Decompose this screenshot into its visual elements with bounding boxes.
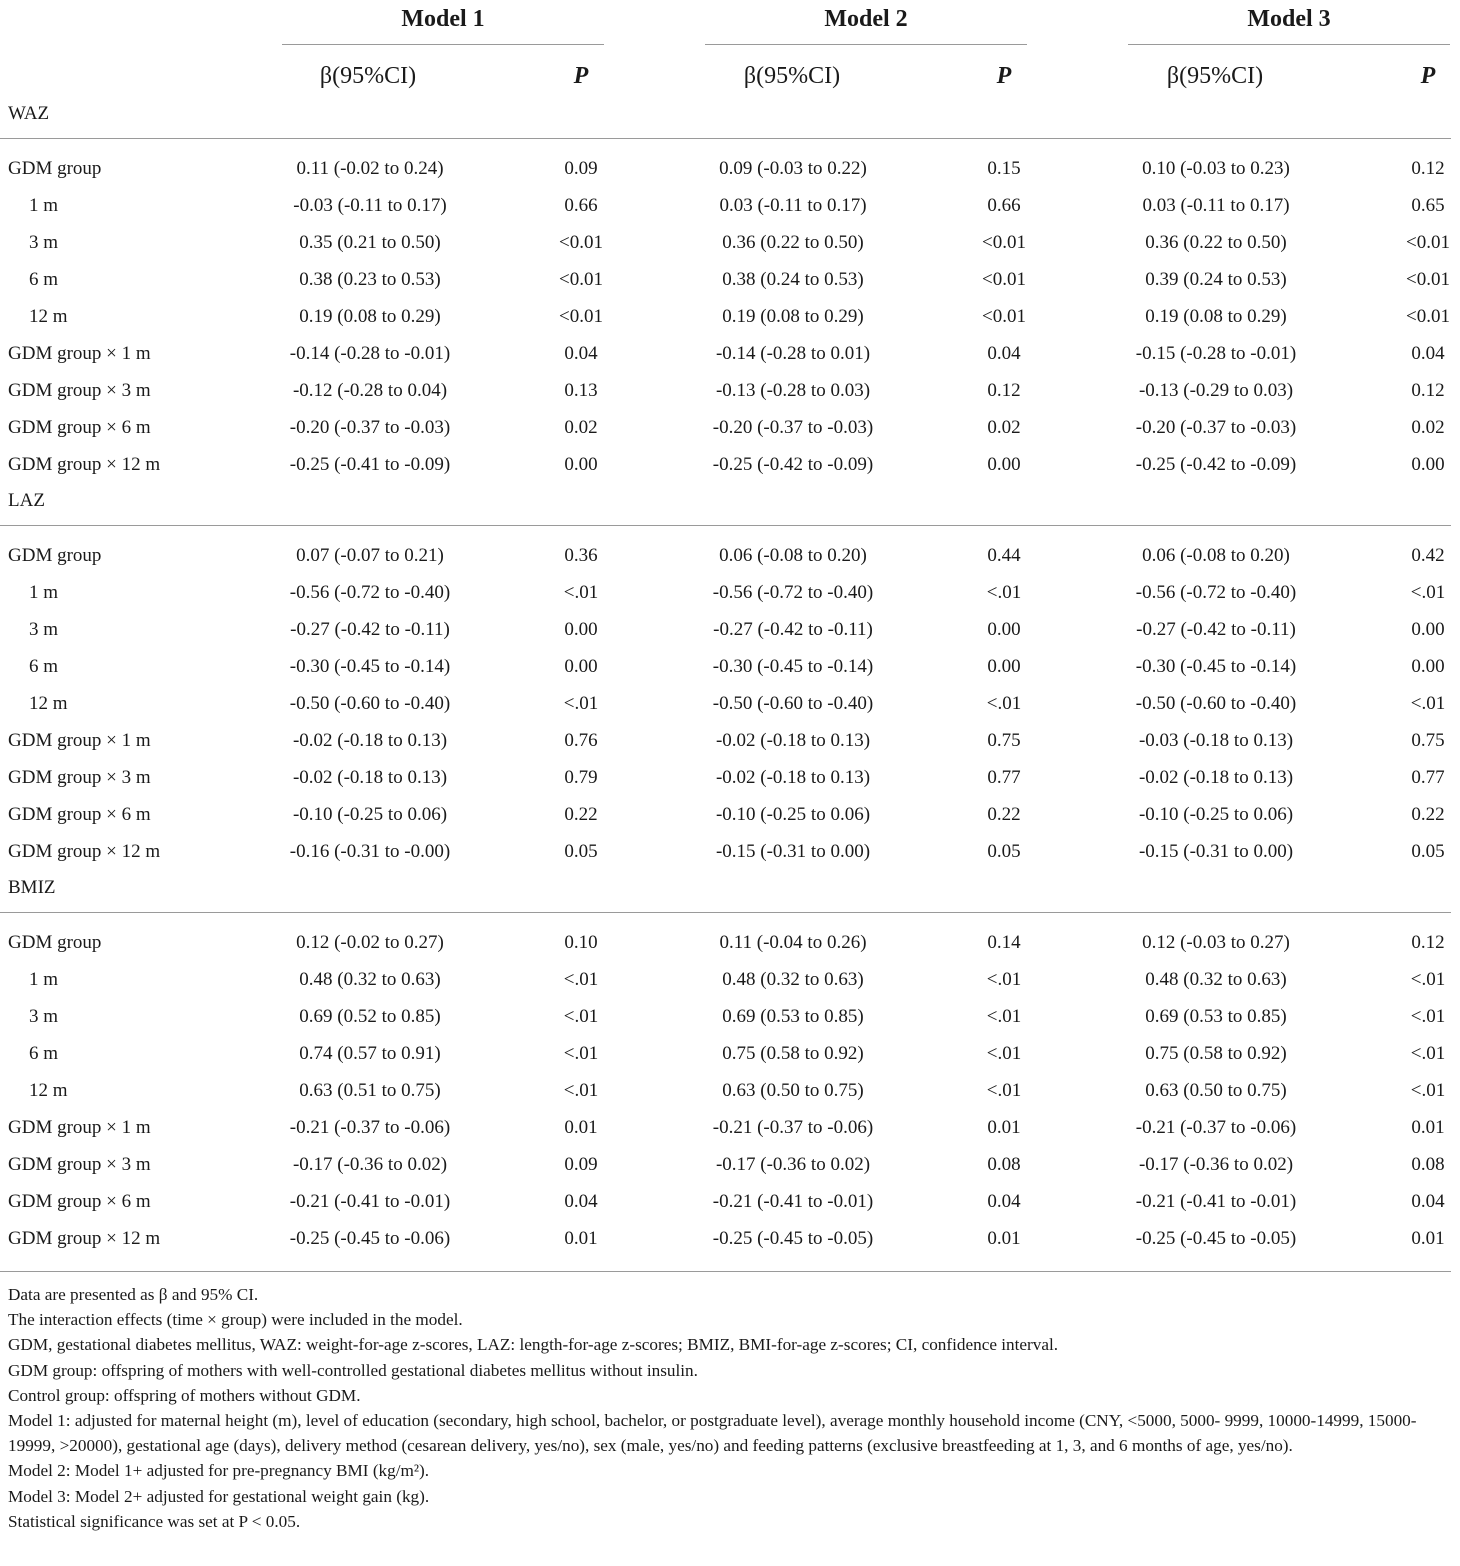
row-label: GDM group × 1 m [8,1117,151,1138]
p-value-cell: 0.22 [1411,804,1445,825]
p-value-cell: 0.02 [564,417,598,438]
beta-ci-cell: -0.50 (-0.60 to -0.40) [1135,693,1297,714]
beta-ci-cell: -0.14 (-0.28 to -0.01) [289,343,451,364]
beta-ci-cell: 0.11 (-0.02 to 0.24) [296,158,444,179]
beta-ci-header-3: β(95%CI) [1166,63,1264,89]
model-2-header: Model 2 [705,0,1027,45]
p-value-cell: 0.77 [987,767,1021,788]
beta-ci-cell: 0.63 (0.50 to 0.75) [722,1080,864,1101]
p-value-cell: 0.66 [564,195,598,216]
table-row [0,224,1460,261]
row-label: 1 m [29,582,59,603]
beta-ci-cell: -0.10 (-0.25 to 0.06) [1138,804,1294,825]
table-row [0,1220,1460,1257]
p-value-cell: 0.02 [1411,417,1445,438]
table-row [0,187,1460,224]
p-value-cell: 0.04 [987,343,1021,364]
footnote: Data are presented as β and 95% CI. [8,1285,259,1304]
beta-ci-cell: 0.74 (0.57 to 0.91) [299,1043,441,1064]
beta-ci-cell: 0.38 (0.23 to 0.53) [299,269,441,290]
section-rule [0,138,1451,139]
beta-ci-cell: -0.02 (-0.18 to 0.13) [715,767,871,788]
beta-ci-cell: -0.56 (-0.72 to -0.40) [1135,582,1297,603]
p-value-cell: <.01 [563,1006,599,1027]
p-value-cell: 0.75 [1411,730,1445,751]
row-label: GDM group × 12 m [8,1228,161,1249]
beta-ci-cell: -0.02 (-0.18 to 0.13) [715,730,871,751]
p-value-cell: 0.05 [1411,841,1445,862]
beta-ci-cell: -0.30 (-0.45 to -0.14) [712,656,874,677]
beta-ci-cell: -0.17 (-0.36 to 0.02) [715,1154,871,1175]
beta-ci-cell: -0.56 (-0.72 to -0.40) [712,582,874,603]
footnote: GDM, gestational diabetes mellitus, WAZ: weight-for-age z-scores, LAZ: length-for-age z-scores; BMIZ, BMI-for-age z-scores; CI, confidence interval. [8,1335,1059,1355]
section-label: WAZ [8,103,50,124]
beta-ci-cell: -0.15 (-0.28 to -0.01) [1135,343,1297,364]
table-row [0,611,1460,648]
p-value-cell: 0.08 [1411,1154,1445,1175]
beta-ci-cell: -0.21 (-0.41 to -0.01) [1135,1191,1297,1212]
p-value-cell: <.01 [1410,969,1446,990]
table-row [0,961,1460,998]
beta-ci-cell: 0.63 (0.50 to 0.75) [1145,1080,1287,1101]
beta-ci-cell: -0.25 (-0.45 to -0.06) [289,1228,451,1249]
p-value-cell: 0.14 [987,932,1021,953]
row-label: GDM group × 1 m [8,730,151,751]
table-bottom-rule [0,1271,1451,1272]
p-value-cell: 0.02 [987,417,1021,438]
row-label: GDM group [8,158,102,179]
p-value-cell: 0.77 [1411,767,1445,788]
table-row [0,335,1460,372]
beta-ci-cell: 0.06 (-0.08 to 0.20) [1142,545,1290,566]
row-label: 1 m [29,195,59,216]
section-header [0,869,1460,907]
beta-ci-cell: -0.15 (-0.31 to 0.00) [715,841,871,862]
beta-ci-cell: -0.03 (-0.11 to 0.17) [293,195,447,216]
model-3-header: Model 3 [1128,0,1450,45]
beta-ci-header-2: β(95%CI) [743,63,841,89]
p-value-cell: 0.65 [1411,195,1445,216]
beta-ci-cell: -0.20 (-0.37 to -0.03) [289,417,451,438]
footnote: The interaction effects (time × group) were included in the model. [8,1310,463,1330]
table-row [0,150,1460,187]
p-header-2: P [996,63,1012,89]
p-value-cell: <.01 [1410,582,1446,603]
row-label: GDM group × 6 m [8,1191,151,1212]
p-value-cell: 0.01 [564,1117,598,1138]
beta-ci-cell: 0.75 (0.58 to 0.92) [1145,1043,1287,1064]
beta-ci-cell: 0.19 (0.08 to 0.29) [1145,306,1287,327]
p-value-cell: 0.12 [1411,932,1445,953]
beta-ci-cell: 0.09 (-0.03 to 0.22) [719,158,867,179]
p-value-cell: 0.00 [1411,656,1445,677]
p-header-3: P [1420,63,1436,89]
p-value-cell: <.01 [563,1080,599,1101]
beta-ci-cell: 0.35 (0.21 to 0.50) [299,232,441,253]
p-value-cell: 0.00 [987,619,1021,640]
p-value-cell: <.01 [1410,1080,1446,1101]
table-row [0,1109,1460,1146]
section-label: BMIZ [8,877,56,898]
table-row [0,1146,1460,1183]
section-header [0,482,1460,520]
table-row [0,537,1460,574]
beta-ci-cell: -0.17 (-0.36 to 0.02) [1138,1154,1294,1175]
row-label: 6 m [29,1043,59,1064]
beta-ci-cell: -0.21 (-0.41 to -0.01) [712,1191,874,1212]
p-value-cell: <0.01 [1406,269,1450,290]
beta-ci-cell: -0.21 (-0.37 to -0.06) [1135,1117,1297,1138]
beta-ci-cell: -0.02 (-0.18 to 0.13) [1138,767,1294,788]
beta-ci-cell: -0.10 (-0.25 to 0.06) [292,804,448,825]
p-value-cell: 0.01 [564,1228,598,1249]
beta-ci-cell: 0.12 (-0.03 to 0.27) [1142,932,1290,953]
p-value-cell: <.01 [986,582,1022,603]
beta-ci-cell: 0.19 (0.08 to 0.29) [722,306,864,327]
p-value-cell: <.01 [986,1080,1022,1101]
beta-ci-cell: -0.03 (-0.18 to 0.13) [1138,730,1294,751]
row-label: GDM group × 6 m [8,804,151,825]
table-row [0,1183,1460,1220]
beta-ci-cell: -0.27 (-0.42 to -0.11) [1136,619,1296,640]
row-label: GDM group × 12 m [8,841,161,862]
beta-ci-cell: -0.10 (-0.25 to 0.06) [715,804,871,825]
row-label: 3 m [29,1006,59,1027]
p-value-cell: 0.13 [564,380,598,401]
beta-ci-cell: 0.48 (0.32 to 0.63) [1145,969,1287,990]
beta-ci-cell: -0.16 (-0.31 to -0.00) [289,841,451,862]
row-label: 12 m [29,1080,68,1101]
beta-ci-cell: -0.13 (-0.28 to 0.03) [715,380,871,401]
table-row [0,409,1460,446]
table-row [0,261,1460,298]
p-value-cell: 0.04 [564,1191,598,1212]
row-label: GDM group × 3 m [8,767,151,788]
p-value-cell: 0.09 [564,1154,598,1175]
table-row [0,998,1460,1035]
beta-ci-cell: -0.15 (-0.31 to 0.00) [1138,841,1294,862]
p-value-cell: 0.66 [987,195,1021,216]
p-value-cell: 0.00 [564,656,598,677]
footnote: Model 3: Model 2+ adjusted for gestational weight gain (kg). [8,1486,430,1506]
table-row [0,298,1460,335]
p-value-cell: 0.09 [564,158,598,179]
beta-ci-cell: -0.25 (-0.45 to -0.05) [1135,1228,1297,1249]
beta-ci-cell: -0.50 (-0.60 to -0.40) [712,693,874,714]
row-label: 12 m [29,693,68,714]
beta-ci-cell: -0.25 (-0.41 to -0.09) [289,454,451,475]
beta-ci-cell: 0.12 (-0.02 to 0.27) [296,932,444,953]
beta-ci-cell: -0.02 (-0.18 to 0.13) [292,767,448,788]
beta-ci-cell: 0.36 (0.22 to 0.50) [1145,232,1287,253]
p-value-cell: <.01 [986,1043,1022,1064]
p-value-cell: 0.79 [564,767,598,788]
row-label: 1 m [29,969,59,990]
beta-ci-cell: -0.56 (-0.72 to -0.40) [289,582,451,603]
beta-ci-cell: -0.50 (-0.60 to -0.40) [289,693,451,714]
p-value-cell: 0.22 [987,804,1021,825]
footnote: Model 2: Model 1+ adjusted for pre-pregnancy BMI (kg/m²). [8,1461,430,1481]
table-row [0,833,1460,870]
p-value-cell: 0.04 [1411,343,1445,364]
p-value-cell: 0.04 [1411,1191,1445,1212]
p-value-cell: 0.44 [987,545,1021,566]
p-value-cell: 0.04 [987,1191,1021,1212]
p-value-cell: 0.00 [987,656,1021,677]
table-row [0,648,1460,685]
p-value-cell: 0.08 [987,1154,1021,1175]
row-label: GDM group × 3 m [8,1154,151,1175]
p-value-cell: <.01 [563,969,599,990]
p-value-cell: 0.00 [564,619,598,640]
p-value-cell: 0.00 [987,454,1021,475]
p-value-cell: 0.75 [987,730,1021,751]
p-value-cell: 0.12 [1411,380,1445,401]
p-value-cell: 0.01 [987,1117,1021,1138]
p-value-cell: 0.00 [1411,454,1445,475]
beta-ci-cell: -0.27 (-0.42 to -0.11) [713,619,873,640]
p-value-cell: <.01 [563,582,599,603]
p-value-cell: 0.10 [564,932,598,953]
table-row [0,1072,1460,1109]
row-label: GDM group [8,932,102,953]
beta-ci-cell: -0.27 (-0.42 to -0.11) [290,619,450,640]
section-rule [0,525,1451,526]
p-value-cell: 0.22 [564,804,598,825]
p-value-cell: <.01 [986,1006,1022,1027]
p-value-cell: <.01 [986,693,1022,714]
beta-ci-cell: 0.48 (0.32 to 0.63) [299,969,441,990]
beta-ci-cell: 0.07 (-0.07 to 0.21) [296,545,444,566]
beta-ci-cell: -0.21 (-0.41 to -0.01) [289,1191,451,1212]
p-value-cell: 0.01 [1411,1228,1445,1249]
table-footnotes [8,1282,1452,1534]
beta-ci-cell: 0.03 (-0.11 to 0.17) [719,195,867,216]
table-row [0,1035,1460,1072]
p-value-cell: 0.00 [1411,619,1445,640]
p-value-cell: <.01 [986,969,1022,990]
p-value-cell: 0.05 [987,841,1021,862]
p-value-cell: <0.01 [1406,232,1450,253]
beta-ci-cell: -0.30 (-0.45 to -0.14) [289,656,451,677]
beta-ci-cell: 0.06 (-0.08 to 0.20) [719,545,867,566]
beta-ci-cell: 0.39 (0.24 to 0.53) [1145,269,1287,290]
beta-ci-cell: -0.14 (-0.28 to 0.01) [715,343,871,364]
row-label: GDM group × 12 m [8,454,161,475]
p-value-cell: <0.01 [559,306,603,327]
p-value-cell: 0.01 [987,1228,1021,1249]
section-label: LAZ [8,490,45,511]
row-label: GDM group [8,545,102,566]
beta-ci-cell: 0.63 (0.51 to 0.75) [299,1080,441,1101]
p-value-cell: 0.00 [564,454,598,475]
beta-ci-cell: -0.20 (-0.37 to -0.03) [712,417,874,438]
footnote: Statistical significance was set at P < 0.05. [8,1511,301,1531]
p-value-cell: <.01 [1410,1006,1446,1027]
table-row [0,574,1460,611]
row-label: GDM group × 6 m [8,417,151,438]
footnote: Model 1: adjusted for maternal height (m), level of education (secondary, high school, bachelor, or postgraduate level), average monthly household income (CNY, <5000, 5000- 9999, 10000-14999, 15000- 19999, >20000), gestational age (days), delivery method (cesarean delivery, yes/no), sex (male, yes/no) and feeding patterns (exclusive breastfeeding at 1, 3, and 6 months of age, yes/no). [8,1411,1417,1456]
beta-ci-cell: -0.02 (-0.18 to 0.13) [292,730,448,751]
beta-ci-cell: -0.12 (-0.28 to 0.04) [292,380,448,401]
p-value-cell: 0.36 [564,545,598,566]
beta-ci-cell: -0.20 (-0.37 to -0.03) [1135,417,1297,438]
beta-ci-cell: 0.75 (0.58 to 0.92) [722,1043,864,1064]
p-value-cell: <0.01 [559,232,603,253]
row-label: GDM group × 3 m [8,380,151,401]
row-label: 6 m [29,269,59,290]
table-row [0,446,1460,483]
row-label: 6 m [29,656,59,677]
beta-ci-cell: 0.10 (-0.03 to 0.23) [1142,158,1290,179]
beta-ci-cell: 0.36 (0.22 to 0.50) [722,232,864,253]
beta-ci-cell: 0.11 (-0.04 to 0.26) [719,932,867,953]
footnote: GDM group: offspring of mothers with well-controlled gestational diabetes mellitus without insulin. [8,1360,698,1380]
table-row [0,759,1460,796]
beta-ci-cell: -0.21 (-0.37 to -0.06) [712,1117,874,1138]
p-value-cell: <0.01 [559,269,603,290]
beta-ci-cell: 0.38 (0.24 to 0.53) [722,269,864,290]
beta-ci-cell: 0.19 (0.08 to 0.29) [299,306,441,327]
row-label: GDM group × 1 m [8,343,151,364]
p-value-cell: 0.04 [564,343,598,364]
p-value-cell: <0.01 [1406,306,1450,327]
beta-ci-cell: -0.21 (-0.37 to -0.06) [289,1117,451,1138]
beta-ci-cell: -0.30 (-0.45 to -0.14) [1135,656,1297,677]
p-value-cell: 0.15 [987,158,1021,179]
beta-ci-cell: -0.25 (-0.45 to -0.05) [712,1228,874,1249]
p-value-cell: <.01 [1410,693,1446,714]
beta-ci-cell: 0.69 (0.53 to 0.85) [1145,1006,1287,1027]
beta-ci-cell: -0.13 (-0.29 to 0.03) [1138,380,1294,401]
p-value-cell: <.01 [563,1043,599,1064]
p-value-cell: <0.01 [982,269,1026,290]
table-row [0,796,1460,833]
footnote: Control group: offspring of mothers without GDM. [8,1385,361,1405]
table-row [0,924,1460,961]
p-value-cell: 0.01 [1411,1117,1445,1138]
row-label: 12 m [29,306,68,327]
section-rule [0,912,1451,913]
beta-ci-cell: 0.48 (0.32 to 0.63) [722,969,864,990]
row-label: 3 m [29,232,59,253]
beta-ci-header-1: β(95%CI) [319,63,417,89]
p-value-cell: 0.05 [564,841,598,862]
beta-ci-cell: -0.25 (-0.42 to -0.09) [712,454,874,475]
p-header-1: P [573,63,589,89]
model-1-header: Model 1 [282,0,604,45]
table-row [0,685,1460,722]
p-value-cell: 0.76 [564,730,598,751]
p-value-cell: 0.12 [987,380,1021,401]
p-value-cell: 0.42 [1411,545,1445,566]
p-value-cell: <.01 [563,693,599,714]
p-value-cell: 0.12 [1411,158,1445,179]
row-label: 3 m [29,619,59,640]
table-row [0,722,1460,759]
beta-ci-cell: -0.25 (-0.42 to -0.09) [1135,454,1297,475]
p-value-cell: <.01 [1410,1043,1446,1064]
beta-ci-cell: 0.69 (0.53 to 0.85) [722,1006,864,1027]
beta-ci-cell: 0.69 (0.52 to 0.85) [299,1006,441,1027]
table-row [0,372,1460,409]
p-value-cell: <0.01 [982,232,1026,253]
beta-ci-cell: -0.17 (-0.36 to 0.02) [292,1154,448,1175]
section-header [0,95,1460,133]
p-value-cell: <0.01 [982,306,1026,327]
beta-ci-cell: 0.03 (-0.11 to 0.17) [1142,195,1290,216]
